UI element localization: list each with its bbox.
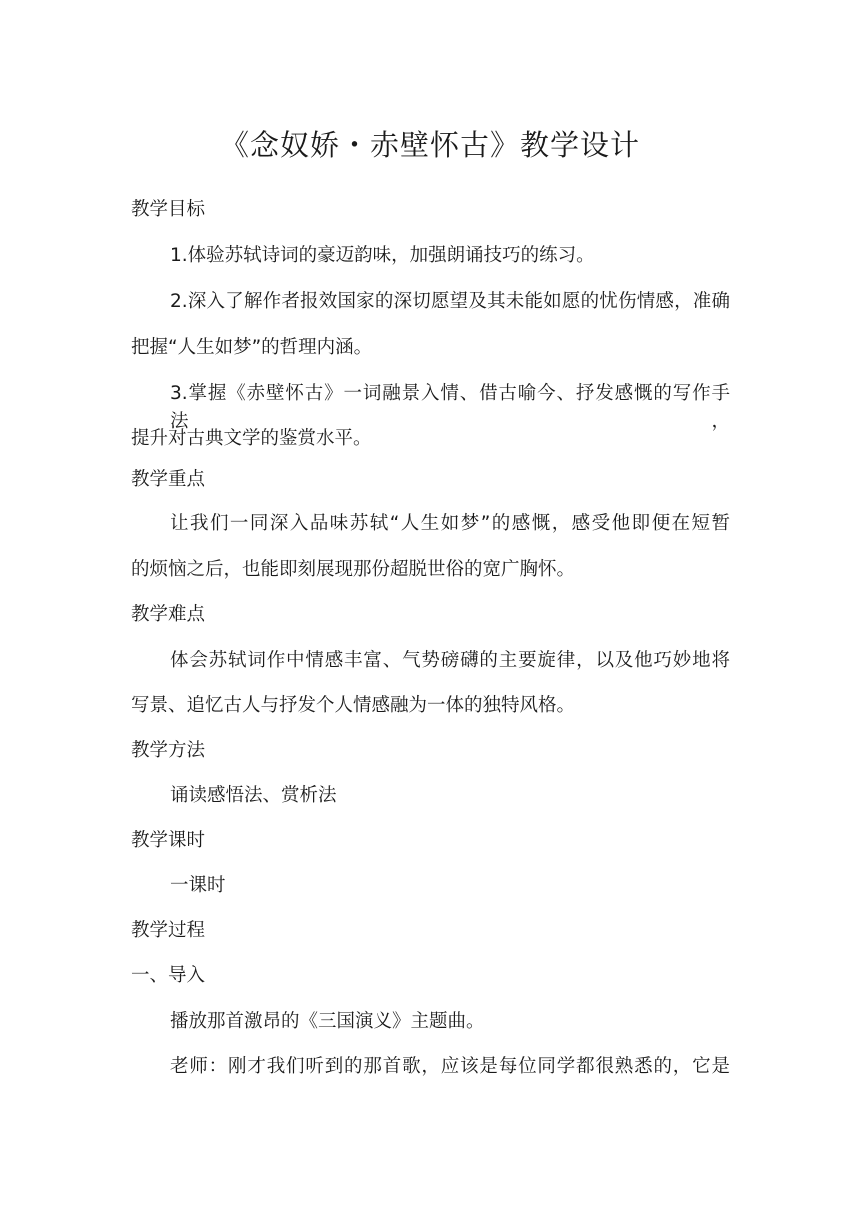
heading-methods: 教学方法	[131, 740, 206, 761]
document-title: 《念奴娇・赤壁怀古》教学设计	[219, 128, 640, 162]
difficulties-line-1: 体会苏轼词作中情感丰富、气势磅礴的主要旋律，以及他巧妙地将	[170, 650, 730, 671]
goal-item-1: 1.体验苏轼诗词的豪迈韵味，加强朗诵技巧的练习。	[170, 245, 595, 266]
class-hours-text: 一课时	[170, 875, 226, 896]
key-points-line-2: 的烦恼之后，也能即刻展现那份超脱世俗的宽广胸怀。	[131, 559, 576, 580]
key-points-line-1: 让我们一同深入品味苏轼“人生如梦”的感慨，感受他即便在短暂	[170, 513, 730, 534]
process-subheading-intro: 一、导入	[131, 965, 206, 986]
heading-class-hours: 教学课时	[131, 830, 206, 851]
heading-key-points: 教学重点	[131, 469, 206, 490]
goal-item-3-line-1: 3.掌握《赤壁怀古》一词融景入情、借古喻今、抒发感慨的写作手法，	[170, 383, 730, 432]
goal-item-2-line-1: 2.深入了解作者报效国家的深切愿望及其未能如愿的忧伤情感，准确	[170, 291, 730, 312]
heading-teaching-goals: 教学目标	[131, 199, 206, 220]
goal-item-2-line-2: 把握“人生如梦”的哲理内涵。	[131, 337, 373, 358]
methods-text: 诵读感悟法、赏析法	[170, 785, 337, 806]
difficulties-line-2: 写景、追忆古人与抒发个人情感融为一体的独特风格。	[131, 695, 576, 716]
goal-item-3-line-2: 提升对古典文学的鉴赏水平。	[131, 428, 372, 449]
process-paragraph-2: 老师：刚才我们听到的那首歌，应该是每位同学都很熟悉的，它是	[170, 1056, 730, 1077]
heading-process: 教学过程	[131, 920, 206, 941]
heading-difficulties: 教学难点	[131, 604, 206, 625]
process-paragraph-1: 播放那首激昂的《三国演义》主题曲。	[170, 1011, 485, 1032]
